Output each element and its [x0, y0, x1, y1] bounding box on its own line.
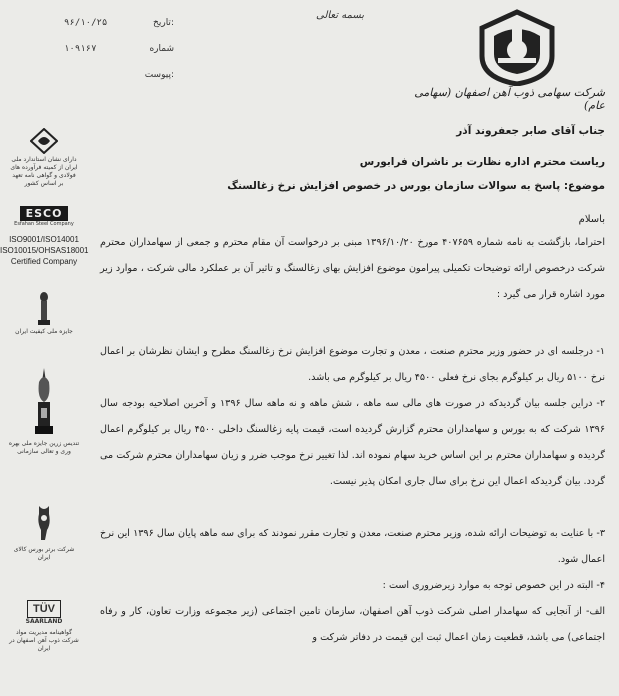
- tuv-logo: TÜV: [27, 600, 61, 618]
- award-text: تندیس زرین جایزه ملی بهره وری و تعالی سازمانی: [8, 440, 80, 455]
- company-name: شرکت سهامی ذوب آهن اصفهان (سهامی عام): [414, 86, 605, 112]
- award-text: گواهینامه مدیریت مواد شرکت ذوب آهن اصفهان در ایران: [9, 629, 79, 652]
- iso-line: ISO9001/ISO14001: [9, 235, 79, 244]
- bull-statue-icon: [35, 504, 53, 544]
- company-logo-icon: [474, 8, 560, 86]
- tuv-block: [0, 600, 88, 653]
- award-text: جایزه ملی کیفیت ایران: [15, 328, 73, 335]
- meta-attachment: [64, 70, 174, 96]
- meta-number: [64, 44, 174, 70]
- standard-mark: [0, 128, 88, 188]
- meta-value: ۹۶/۱۰/۲۵: [64, 18, 108, 28]
- item-1: ۱- درجلسه ای در حضور وزیر محترم صنعت ، معدن و تجارت موضوع افزایش نرخ زغالسنگ مطرح و ایشان نظرشان بر اعمال نرخ ۵۱۰۰ ریال بر کیلوگرم بجای نرخ فعلی ۴۵۰۰ ریال بر کیلوگرم می باشد.: [100, 346, 605, 383]
- item-3: ۳- با عنایت به توضیحات ارائه شده، وزیر محترم صنعت، معدن و تجارت مقرر نمودند که برای سه ماهه پایان سال ۱۳۹۶ این نرخ اعمال شود.: [100, 528, 605, 565]
- meta-value: ۱۰۹۱۶۷: [64, 44, 97, 54]
- award-exchange: [0, 504, 88, 562]
- standard-mark-icon: [30, 128, 58, 154]
- esco-block: [0, 206, 88, 227]
- letter-meta: [64, 18, 174, 96]
- golden-statue-icon: [33, 368, 55, 438]
- tuv-subtitle: SAARLAND: [25, 618, 63, 625]
- intro-paragraph: احتراما، بازگشت به نامه شماره ۴۰۷۶۵۹ مورخ ۱۳۹۶/۱۰/۲۰ مبنی بر درخواست آن مقام محترم و جمعی از سهامداران محترم شرکت درخصوص ارائه توضیحات تکمیلی پیرامون موضوع افزایش بهای زغالسنگ و تاثیر آن بر عملکرد مالی شرکت ، موارد زیر مورد اشاره قرار می گیرد :: [100, 237, 605, 300]
- esco-subtitle: Esfahan Steel Company: [14, 221, 74, 227]
- iso-line: ISO10015/OHSAS18001: [0, 246, 89, 255]
- award-text: شرکت برتر بورس کالای ایران: [13, 546, 75, 561]
- meta-label: پیوست:: [144, 70, 174, 80]
- cert-text: دارای نشان استاندارد ملی ایران از کمیته فرآورده های فولادی و گواهی نامه تعهد بر اساس کشور: [10, 156, 78, 187]
- meta-date: [64, 18, 174, 44]
- letter-subject: موضوع: پاسخ به سوالات سازمان بورس در خصوص افزایش نرخ زغالسنگ: [227, 180, 605, 192]
- item-2: ۲- دراین جلسه بیان گردیدکه در صورت های مالی سه ماهه ، شش ماهه و نه ماهه سال ۱۳۹۶ و آخرین اصلاحیه بودجه سال ۱۳۹۶ شرکت که به بورس و سهامداران محترم گزارش گردیده است، قیمت پایه زغالسنگ داخلی ۴۵۰۰ ریال بر کیلوگرم اعمال گردیده و سهامداران محترم بر این اساس خرید سهام نموده اند. لذا تغییر نرخ موجب ضرر و زیان سهامداران محترم شرکت می گردد. بیان گردیدکه اعمال این نرخ برای سال جاری امکان پذیر نیست.: [100, 398, 606, 487]
- item-4a: الف- از آنجایی که سهامدار اصلی شرکت ذوب آهن اصفهان، سازمان تامین اجتماعی (زیر مجموعه وزارت تعاون، کار و رفاه اجتماعی) می باشد، قطعیت زمان اعمال ثبت این قیمت در دفاتر شرکت و: [100, 606, 605, 643]
- item-4: ۴- البته در این خصوص توجه به موارد زیرضروری است :: [382, 580, 605, 591]
- iso-line: Certified Company: [10, 257, 78, 266]
- meta-label: تاریخ:: [153, 18, 174, 28]
- recipient-name: جناب آقای صابر جعفروند آذر: [456, 125, 605, 137]
- award-statue-icon: [36, 292, 52, 326]
- esco-logo: ESCO: [20, 206, 69, 221]
- award-golden-statue: [0, 368, 88, 456]
- basmala: بسمه تعالی: [316, 10, 365, 21]
- recipient-title: ریاست محترم اداره نظارت بر ناشران فرابورس: [359, 156, 605, 168]
- greeting: باسلام: [578, 214, 605, 225]
- meta-label: شماره: [149, 44, 174, 54]
- award-national-quality: [0, 292, 88, 335]
- iso-block: [0, 234, 88, 267]
